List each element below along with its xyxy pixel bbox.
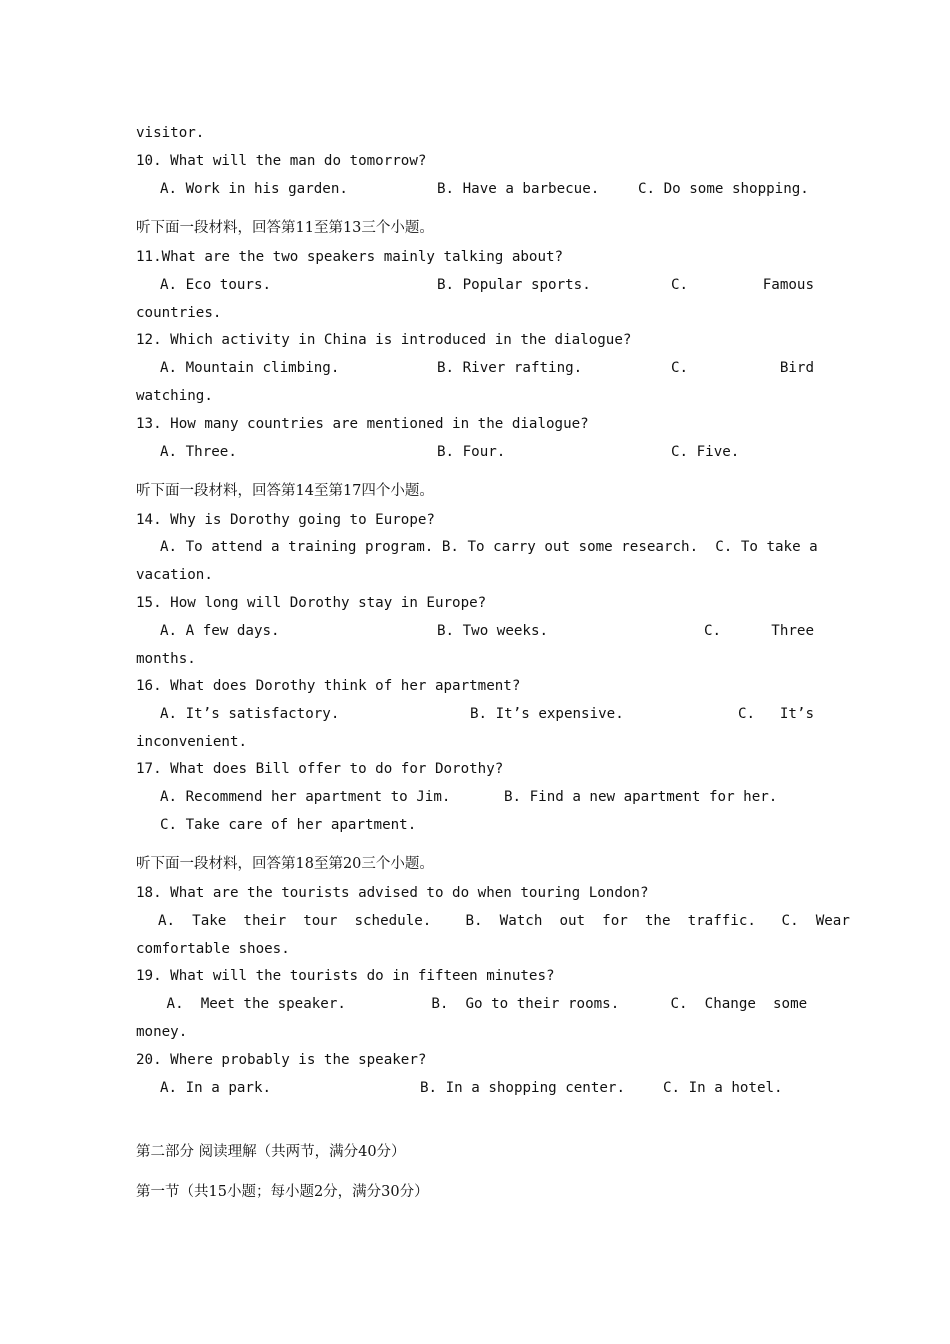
continued-line: visitor.: [136, 125, 205, 141]
q15-option-c-word: Three: [771, 623, 814, 639]
q13-option-c: C. Five.: [671, 444, 740, 460]
q11-option-c-word: Famous: [762, 277, 814, 293]
question-20: 20. Where probably is the speaker?: [136, 1052, 427, 1068]
section-heading-18-20: 听下面一段材料，回答第18至第20三个小题。: [136, 856, 434, 872]
q18-options-line: A. Take their tour schedule. B. Watch out for the traffic. C. Wear: [158, 913, 850, 929]
section-heading-11-13: 听下面一段材料，回答第11至第13三个小题。: [136, 220, 434, 236]
q20-option-b: B. In a shopping center.: [420, 1080, 625, 1096]
q12-option-c-label: C.: [671, 360, 689, 376]
question-15: 15. How long will Dorothy stay in Europe?: [136, 595, 487, 611]
q12-option-a: A. Mountain climbing.: [160, 360, 340, 376]
question-10: 10. What will the man do tomorrow?: [136, 153, 427, 169]
q20-option-c: C. In a hotel.: [663, 1080, 783, 1096]
q16-option-c-label: C.: [738, 706, 756, 722]
part-two-heading: 第二部分 阅读理解（共两节，满分40分）: [136, 1144, 406, 1160]
question-11: 11.What are the two speakers mainly talking about?: [136, 249, 564, 265]
q18-option-c-continued: comfortable shoes.: [136, 941, 290, 957]
q17-option-b: B. Find a new apartment for her.: [504, 789, 778, 805]
q10-option-b: B. Have a barbecue.: [437, 181, 600, 197]
question-12: 12. Which activity in China is introduced in the dialogue?: [136, 332, 632, 348]
q14-option-c-continued: vacation.: [136, 567, 213, 583]
question-17: 17. What does Bill offer to do for Dorothy?: [136, 761, 504, 777]
question-16: 16. What does Dorothy think of her apartment?: [136, 678, 521, 694]
q11-option-b: B. Popular sports.: [437, 277, 591, 293]
q11-option-a: A. Eco tours.: [160, 277, 272, 293]
q11-option-c-continued: countries.: [136, 305, 222, 321]
q16-option-b: B. It’s expensive.: [470, 706, 624, 722]
question-14: 14. Why is Dorothy going to Europe?: [136, 512, 435, 528]
q16-option-a: A. It’s satisfactory.: [160, 706, 340, 722]
q14-options-line: A. To attend a training program. B. To carry out some research. C. To take a: [160, 539, 818, 555]
q16-option-c-continued: inconvenient.: [136, 734, 248, 750]
q15-option-c-continued: months.: [136, 651, 196, 667]
q10-option-a: A. Work in his garden.: [160, 181, 348, 197]
question-19: 19. What will the tourists do in fifteen minutes?: [136, 968, 555, 984]
question-18: 18. What are the tourists advised to do when touring London?: [136, 885, 649, 901]
q13-option-a: A. Three.: [160, 444, 237, 460]
q15-option-a: A. A few days.: [160, 623, 280, 639]
q12-option-c-continued: watching.: [136, 388, 213, 404]
q11-option-c-label: C.: [671, 277, 689, 293]
q20-option-a: A. In a park.: [160, 1080, 272, 1096]
q12-option-b: B. River rafting.: [437, 360, 583, 376]
q19-option-c-continued: money.: [136, 1024, 188, 1040]
q17-option-a: A. Recommend her apartment to Jim.: [160, 789, 451, 805]
q17-option-c: C. Take care of her apartment.: [160, 817, 417, 833]
q15-option-c-label: C.: [704, 623, 722, 639]
q15-option-b: B. Two weeks.: [437, 623, 549, 639]
part-two-section-one-heading: 第一节（共15小题；每小题2分，满分30分）: [136, 1184, 429, 1200]
question-13: 13. How many countries are mentioned in the dialogue?: [136, 416, 589, 432]
q12-option-c-word: Bird: [779, 360, 814, 376]
q19-options-line: A. Meet the speaker. B. Go to their rooms. C. Change some: [158, 996, 808, 1012]
section-heading-14-17: 听下面一段材料，回答第14至第17四个小题。: [136, 483, 434, 499]
q10-option-c: C. Do some shopping.: [638, 181, 809, 197]
q16-option-c-word: It’s: [779, 706, 814, 722]
q13-option-b: B. Four.: [437, 444, 506, 460]
